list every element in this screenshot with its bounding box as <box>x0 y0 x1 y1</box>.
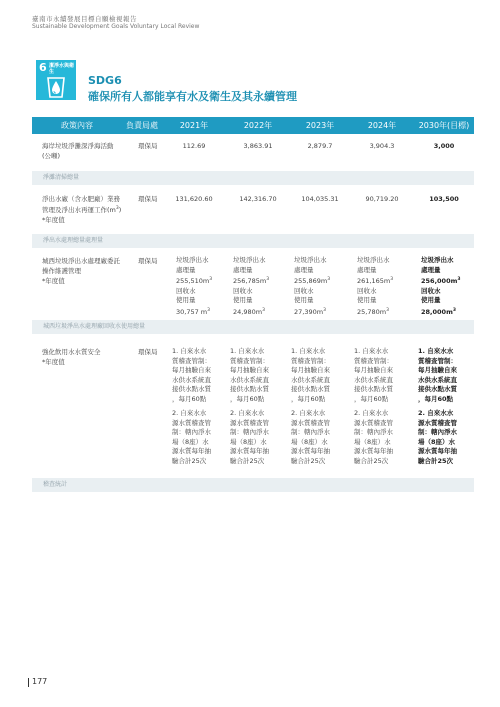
table-row <box>42 347 101 367</box>
value-block: 1. 自來水水 質稽查管制： 每月抽驗自來 水供水系統直 接供水點水質 ，每月60點 2. 自來水水 源水質稽查管 制：轄內淨水 場（8座）水 源水質每年抽 驗合計25次 <box>354 347 393 465</box>
sdg-badge <box>36 60 76 100</box>
page-number: 177 <box>32 677 48 686</box>
dept-cell: 環保局 <box>138 142 158 150</box>
policy-text: 管理及淨出水再運工作$(m^3)$ <box>42 206 122 215</box>
sdg-short-name: 潔淨水與衛生 <box>49 63 75 75</box>
col-2030: 2030年(目標) <box>418 121 470 130</box>
report-title-zh: 臺南市永續發展目標自願檢視報告 <box>32 15 137 23</box>
sdg-title: 確保所有人都能享有水及衛生及其永續管理 <box>88 90 297 103</box>
section-label: 稽查統計 <box>32 478 474 492</box>
policy-text: 強化飲用水水質安全 <box>42 348 101 356</box>
value-block: 垃圾淨出水 處理量 $255,510m^3$ 回收水 使用量 30,757 $m^3$ <box>176 256 213 316</box>
value-cell: 90,719.20 <box>365 195 399 203</box>
col-2021: 2021年 <box>179 121 209 130</box>
value-cell: 2,879.7 <box>307 142 333 150</box>
target-cell: 3,000 <box>433 142 455 150</box>
col-policy: 政策內容 <box>61 121 93 130</box>
value-cell: 112.69 <box>182 142 206 150</box>
table-row <box>42 141 114 161</box>
policy-text: *年度值 <box>42 358 65 366</box>
policy-text: 海岸垃圾淨灘深淨海活動 <box>42 142 114 150</box>
target-block: 1. 自來水水 質稽查管制： 每月抽驗自來 水供水系統直 接供水點水質 ，每月60點 2. 自來水水 源水質稽查管 制：轄內淨水 場（8座）水 源水質每年抽 驗合計25次 <box>418 347 457 465</box>
section-label: 淨灘清掃總量 <box>32 171 474 185</box>
sdg-number: 6 <box>39 61 47 74</box>
dept-cell: 環保局 <box>138 348 158 356</box>
value-block: 1. 自來水水 質稽查管制： 每月抽驗自來 水供水系統直 接供水點水質 ，每月60點 2. 自來水水 源水質稽查管 制：轄內淨水 場（8座）水 源水質每年抽 驗合計25次 <box>291 347 330 465</box>
value-cell: 131,620.60 <box>175 195 213 203</box>
water-drop-icon <box>45 75 67 99</box>
dept-cell: 環保局 <box>138 195 158 203</box>
col-dept: 負責局處 <box>126 121 158 130</box>
policy-text: 城西垃圾淨出水處理廠委託 <box>42 257 120 265</box>
value-cell: 104,035.31 <box>301 195 339 203</box>
target-cell: 103,500 <box>429 195 459 203</box>
policy-text: 淨出水廠（含水肥廠）業務 <box>42 195 120 203</box>
report-title-en: Sustainable Development Goals Voluntary Local Review <box>32 23 200 30</box>
target-block: 垃圾淨出水 處理量 $256,000m^3$ 回收水 使用量 $28,000m^3$ <box>421 256 461 316</box>
table-row <box>42 256 120 286</box>
value-block: 垃圾淨出水 處理量 $256,785m^3$ 回收水 使用量 $24,980m^3$ <box>233 256 270 316</box>
value-block: 垃圾淨出水 處理量 $255,869m^3$ 回收水 使用量 $27,390m^3$ <box>294 256 331 316</box>
col-2022: 2022年 <box>243 121 273 130</box>
value-block: 1. 自來水水 質稽查管制： 每月抽驗自來 水供水系統直 接供水點水質 ，每月60點 2. 自來水水 源水質稽查管 制：轄內淨水 場（8座）水 源水質每年抽 驗合計25次 <box>230 347 269 465</box>
col-2023: 2023年 <box>305 121 335 130</box>
value-block: 1. 自來水水 質稽查管制： 每月抽驗自來 水供水系統直 接供水點水質 ，每月60點 2. 自來水水 源水質稽查管 制：轄內淨水 場（8座）水 源水質每年抽 驗合計25次 <box>172 347 211 465</box>
sdg-code: SDG6 <box>88 74 122 87</box>
policy-text: *年度值 <box>42 216 65 225</box>
col-2024: 2024年 <box>367 121 397 130</box>
value-block: 垃圾淨出水 處理量 $261,165m^3$ 回收水 使用量 $25,780m^3$ <box>357 256 394 316</box>
value-cell: 3,904.3 <box>369 142 395 150</box>
page-number-bar <box>28 678 29 687</box>
policy-text: 操作維護管理 <box>42 267 81 275</box>
section-label: 淨出水處理總量處理量 <box>32 234 474 248</box>
value-cell: 142,316.70 <box>239 195 277 203</box>
table-row <box>42 194 121 225</box>
table-header <box>32 117 474 134</box>
policy-text: *年度值 <box>42 277 65 285</box>
section-label: 城西垃圾淨出水處理廠回收水使用總量 <box>32 320 474 334</box>
value-cell: 3,863.91 <box>243 142 273 150</box>
policy-text: (公噸) <box>42 152 61 160</box>
dept-cell: 環保局 <box>138 257 158 265</box>
